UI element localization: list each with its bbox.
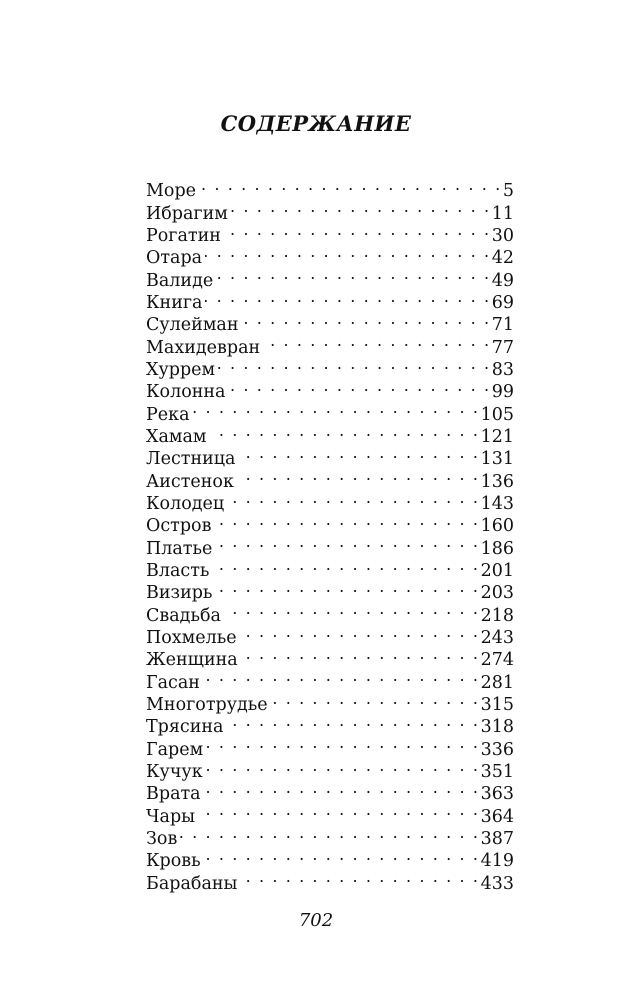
toc-entry-title: Визирь [146, 583, 213, 604]
toc-entry-title: Аистенок [146, 471, 234, 492]
toc-entry [146, 799, 514, 827]
toc-entry-title: Река [146, 404, 190, 425]
toc-entry-title: Лестница [146, 449, 236, 470]
dot-leader [216, 263, 491, 285]
dot-leader [205, 241, 491, 263]
toc-entry-page: 336 [480, 739, 514, 760]
dot-leader [204, 844, 480, 866]
toc-entry-page: 281 [480, 672, 514, 693]
dot-leader [215, 576, 479, 598]
dot-leader [224, 219, 491, 241]
toc-entry [146, 844, 514, 872]
toc-entry-title: Ибрагим [146, 203, 228, 224]
toc-entry-title: Женщина [146, 650, 238, 671]
toc-entry-page: 83 [491, 359, 514, 380]
toc-entry-page: 69 [491, 292, 514, 313]
dot-leader [204, 777, 480, 799]
toc-entry-title: Махидевран [146, 337, 261, 358]
toc-entry-page: 186 [480, 538, 514, 559]
toc-entry-title: Многотрудье [146, 694, 268, 715]
toc-entry-title: Зов [146, 828, 178, 849]
toc-entry-title: Гасан [146, 672, 200, 693]
dot-leader [231, 196, 491, 218]
toc-entry-page: 201 [480, 560, 514, 581]
toc-entry-title: Рогатин [146, 225, 221, 246]
dot-leader [229, 375, 491, 397]
toc-entry-page: 419 [480, 851, 514, 872]
toc-entry-page: 121 [480, 426, 514, 447]
toc-entry-page: 71 [491, 315, 514, 336]
toc-entry-title: Кровь [146, 851, 201, 872]
dot-leader [241, 643, 480, 665]
toc-entry-title: Хуррем [146, 359, 216, 380]
dot-leader [215, 531, 479, 553]
dot-leader [240, 621, 480, 643]
toc-entry-page: 11 [491, 203, 514, 224]
toc-entry-page: 318 [480, 717, 514, 738]
toc-entry-page: 143 [480, 493, 514, 514]
dot-leader [242, 308, 491, 330]
dot-leader [180, 822, 479, 844]
dot-leader [214, 509, 479, 531]
toc-entry-title: Трясина [146, 717, 224, 738]
toc-entry-title: Колонна [146, 382, 226, 403]
toc-entry-title: Валиде [146, 270, 214, 291]
toc-entry-page: 274 [480, 650, 514, 671]
table-of-contents [146, 174, 514, 894]
toc-entry-page: 42 [491, 248, 514, 269]
toc-entry-page: 243 [480, 627, 514, 648]
toc-entry [146, 196, 514, 224]
toc-entry-page: 160 [480, 516, 514, 537]
toc-entry-title: Море [146, 181, 197, 202]
toc-entry-page: 105 [480, 404, 514, 425]
toc-entry-page: 5 [502, 181, 514, 202]
toc-entry-page: 364 [480, 806, 514, 827]
dot-leader [227, 487, 479, 509]
dot-leader [193, 397, 480, 419]
toc-entry-page: 49 [491, 270, 514, 291]
toc-entry-title: Свадьба [146, 605, 221, 626]
dot-leader [218, 353, 491, 375]
toc-entry [146, 174, 514, 202]
toc-entry-title: Сулейман [146, 315, 239, 336]
toc-entry-page: 433 [480, 873, 514, 894]
page-number: 702 [298, 910, 334, 931]
dot-leader [206, 755, 480, 777]
dot-leader [199, 174, 502, 196]
toc-entry-title: Книга [146, 292, 203, 313]
toc-entry-title: Похмелье [146, 627, 237, 648]
dot-leader [224, 598, 480, 620]
toc-entry-page: 99 [491, 382, 514, 403]
toc-entry-page: 203 [480, 583, 514, 604]
toc-entry-page: 218 [480, 605, 514, 626]
dot-leader [203, 665, 480, 687]
dot-leader [238, 442, 479, 464]
toc-entry-page: 30 [491, 225, 514, 246]
toc-entry-page: 131 [480, 449, 514, 470]
toc-entry-title: Гарем [146, 739, 204, 760]
dot-leader [241, 866, 480, 888]
toc-entry-title: Власть [146, 560, 210, 581]
dot-leader [237, 464, 480, 486]
toc-entry-page: 315 [480, 694, 514, 715]
toc-entry [146, 822, 514, 849]
toc-entry-page: 77 [491, 337, 514, 358]
toc-entry-title: Колодец [146, 493, 225, 514]
toc-entry-title: Отара [146, 248, 203, 269]
toc-entry-title: Барабаны [146, 873, 238, 894]
toc-entry-title: Кучук [146, 761, 203, 782]
dot-leader [212, 554, 479, 576]
toc-entry-title: Платье [146, 538, 213, 559]
toc-entry-title: Остров [146, 516, 212, 537]
dot-leader [263, 330, 491, 352]
toc-entry [146, 397, 514, 425]
toc-entry-page: 136 [480, 471, 514, 492]
dot-leader [206, 732, 479, 754]
dot-leader [198, 799, 480, 821]
dot-leader [205, 286, 490, 308]
dot-leader [210, 420, 480, 442]
toc-entry-page: 387 [480, 828, 514, 849]
dot-leader [226, 710, 479, 732]
toc-entry [146, 420, 514, 447]
toc-entry-title: Врата [146, 784, 201, 805]
page-title: СОДЕРЖАНИЕ [220, 111, 412, 136]
dot-leader [271, 688, 480, 710]
toc-entry-title: Хамам [146, 426, 207, 447]
toc-entry-page: 363 [480, 784, 514, 805]
toc-entry-title: Чары [146, 806, 196, 827]
toc-entry-page: 351 [480, 761, 514, 782]
